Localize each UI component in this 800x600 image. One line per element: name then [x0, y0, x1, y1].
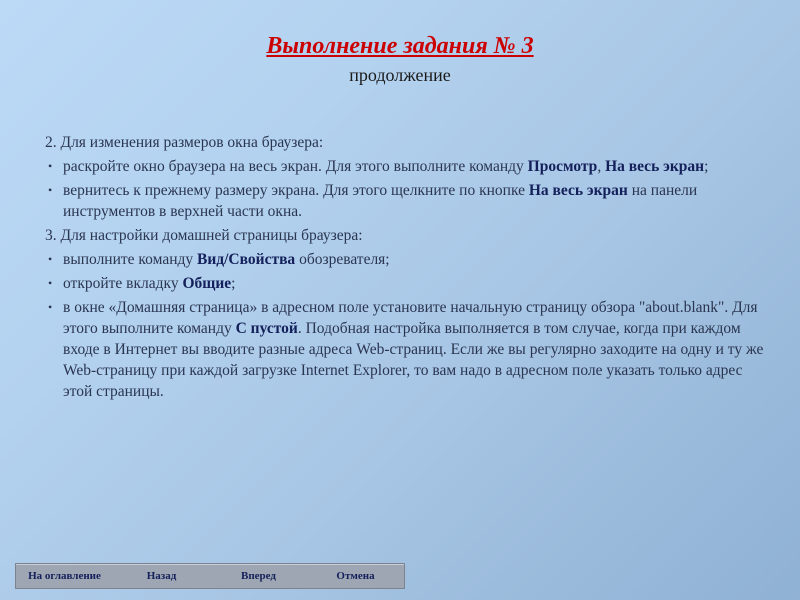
navigation-bar: [15, 563, 405, 589]
tab-keyword: Общие: [182, 275, 232, 292]
forward-button[interactable]: Вперед: [241, 569, 276, 582]
bullet-text: выполните команду: [63, 251, 198, 268]
bullet-text: раскройте окно браузера на весь экран. Для этого выполните команду: [63, 158, 528, 175]
toc-button[interactable]: На оглавление: [28, 569, 101, 582]
slide-content: [45, 132, 765, 405]
bullet-icon: •: [48, 252, 53, 266]
button-keyword: С пустой: [235, 320, 298, 337]
bullet-text: . Подобная настройка выполняется в том случае, когда при каждом входе в Интернет вы вводите разные адреса Web-страниц. Если же вы регулярно заходите на одну и ту же Web-страницу при каждой загрузке Internet Explorer, то вам надо в адресном поле указать только адрес этой страницы.: [63, 320, 764, 400]
bullet-icon: •: [48, 183, 53, 197]
bullet-icon: •: [48, 276, 53, 290]
back-button[interactable]: Назад: [146, 569, 177, 582]
menu-keyword: На весь экран: [605, 158, 705, 175]
list-item: [45, 249, 765, 270]
step-3-heading: 3. Для настройки домашней страницы браузера:: [45, 227, 363, 244]
cancel-button[interactable]: Отмена: [336, 569, 375, 582]
bullet-text: ,: [597, 158, 606, 175]
list-item: [45, 180, 765, 222]
menu-keyword: Вид/Свойства: [197, 251, 296, 268]
menu-keyword: Просмотр: [527, 158, 598, 175]
bullet-text: откройте вкладку: [63, 275, 183, 292]
bullet-text: ;: [231, 275, 236, 292]
slide-subtitle: продолжение: [349, 65, 451, 85]
bullet-text: обозревателя;: [295, 251, 390, 268]
step-2-heading: 2. Для изменения размеров окна браузера:: [45, 134, 324, 151]
slide-title: Выполнение задания № 3: [266, 33, 534, 59]
bullet-text: в окне «Домашняя страница» в адресном поле установите начальную страницу обзора "about.blank". Для этого выполните команду: [63, 299, 758, 337]
bullet-icon: •: [48, 159, 53, 173]
bullet-text: на панели инструментов в верхней части окна.: [63, 182, 698, 220]
bullet-text: вернитесь к прежнему размеру экрана. Для этого щелкните по кнопке: [63, 182, 529, 199]
bullet-text: ;: [704, 158, 709, 175]
bullet-icon: •: [48, 300, 53, 314]
list-item: [45, 273, 765, 294]
list-item: [45, 297, 765, 402]
button-keyword: На весь экран: [528, 182, 628, 199]
list-item: [45, 156, 765, 177]
